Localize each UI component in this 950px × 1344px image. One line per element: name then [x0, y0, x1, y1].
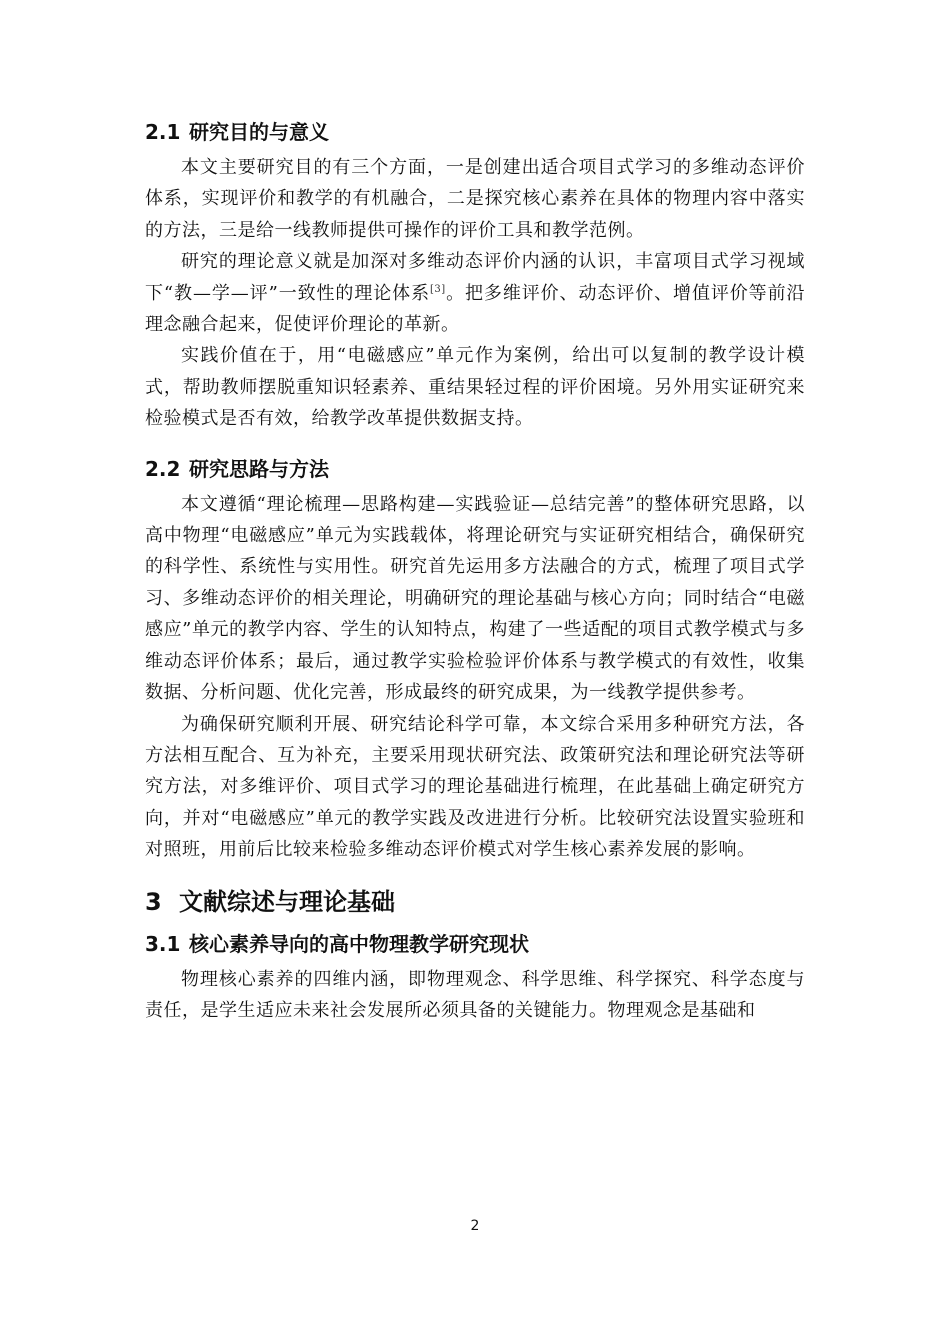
paragraph-research-methods: 为确保研究顺利开展、研究结论科学可靠，本文综合采用多种研究方法，各方法相互配合、互为补充，主要采用现状研究法、政策研究法和理论研究法等研究方法，对多维评价、项目式学习的理论基础进行梳理，在此基础上确定研究方向，并对“电磁感应”单元的教学实践及改进进行分析。比较研究法设置实验班和对照班，用前后比较来检验多维动态评价模式对学生核心素养发展的影响。 — [145, 713, 805, 861]
paragraph-practical-value: 实践价值在于，用“电磁感应”单元作为案例，给出可以复制的教学设计模式，帮助教师摆脱重知识轻素养、重结果轻过程的评价困境。另外用实证研究来检验模式是否有效，给教学改革提供数据支持。 — [145, 345, 805, 430]
paragraph-text: 研究的理论意义就是加深对多维动态评价内涵的认识，丰富项目式学习视域下“教—学—评”一致性的理论体系 — [145, 251, 805, 304]
section-number: 3.1 — [145, 931, 181, 956]
section-title: 研究目的与意义 — [189, 120, 329, 144]
section-number: 2.1 — [145, 120, 181, 144]
section-heading-2-1 — [145, 112, 805, 152]
section-heading-2-2 — [145, 449, 805, 489]
chapter-title: 文献综述与理论基础 — [179, 887, 395, 916]
section-title: 核心素养导向的高中物理教学研究现状 — [189, 931, 529, 956]
chapter-heading-3 — [145, 880, 805, 924]
paragraph-text: 。把多维评价、动态评价、增值评价等前沿理念融合起来，促使评价理论的革新。 — [145, 282, 805, 336]
paragraph-research-approach: 本文遵循“理论梳理—思路构建—实践验证—总结完善”的整体研究思路，以高中物理“电磁感应”单元为实践载体，将理论研究与实证研究相结合，确保研究的科学性、系统性与实用性。研究首先运用多方法融合的方式，梳理了项目式学习、多维动态评价的相关理论，明确研究的理论基础与核心方向；同时结合“电磁感应”单元的教学内容、学生的认知特点，构建了一些适配的项目式教学模式与多维动态评价体系；最后，通过教学实验检验评价体系与教学模式的有效性，收集数据、分析问题、优化完善，形成最终的研究成果，为一线教学提供参考。 — [145, 493, 805, 704]
section-heading-3-1 — [145, 924, 805, 964]
paragraph-theoretical-significance — [145, 246, 805, 340]
paragraph-core-literacy: 物理核心素养的四维内涵，即物理观念、科学思维、科学探究、科学态度与责任，是学生适应未来社会发展所必须具备的关键能力。物理观念是基础和 — [145, 968, 805, 1021]
section-number: 2.2 — [145, 456, 181, 481]
section-title: 研究思路与方法 — [189, 456, 329, 481]
chapter-number: 3 — [145, 887, 162, 916]
citation-reference: [3] — [430, 283, 446, 295]
page-body — [145, 112, 805, 1026]
page-number: 2 — [470, 1218, 480, 1234]
paragraph-research-purpose: 本文主要研究目的有三个方面，一是创建出适合项目式学习的多维动态评价体系，实现评价和教学的有机融合，二是探究核心素养在具体的物理内容中落实的方法，三是给一线教师提供可操作的评价工具和教学范例。 — [145, 157, 805, 241]
